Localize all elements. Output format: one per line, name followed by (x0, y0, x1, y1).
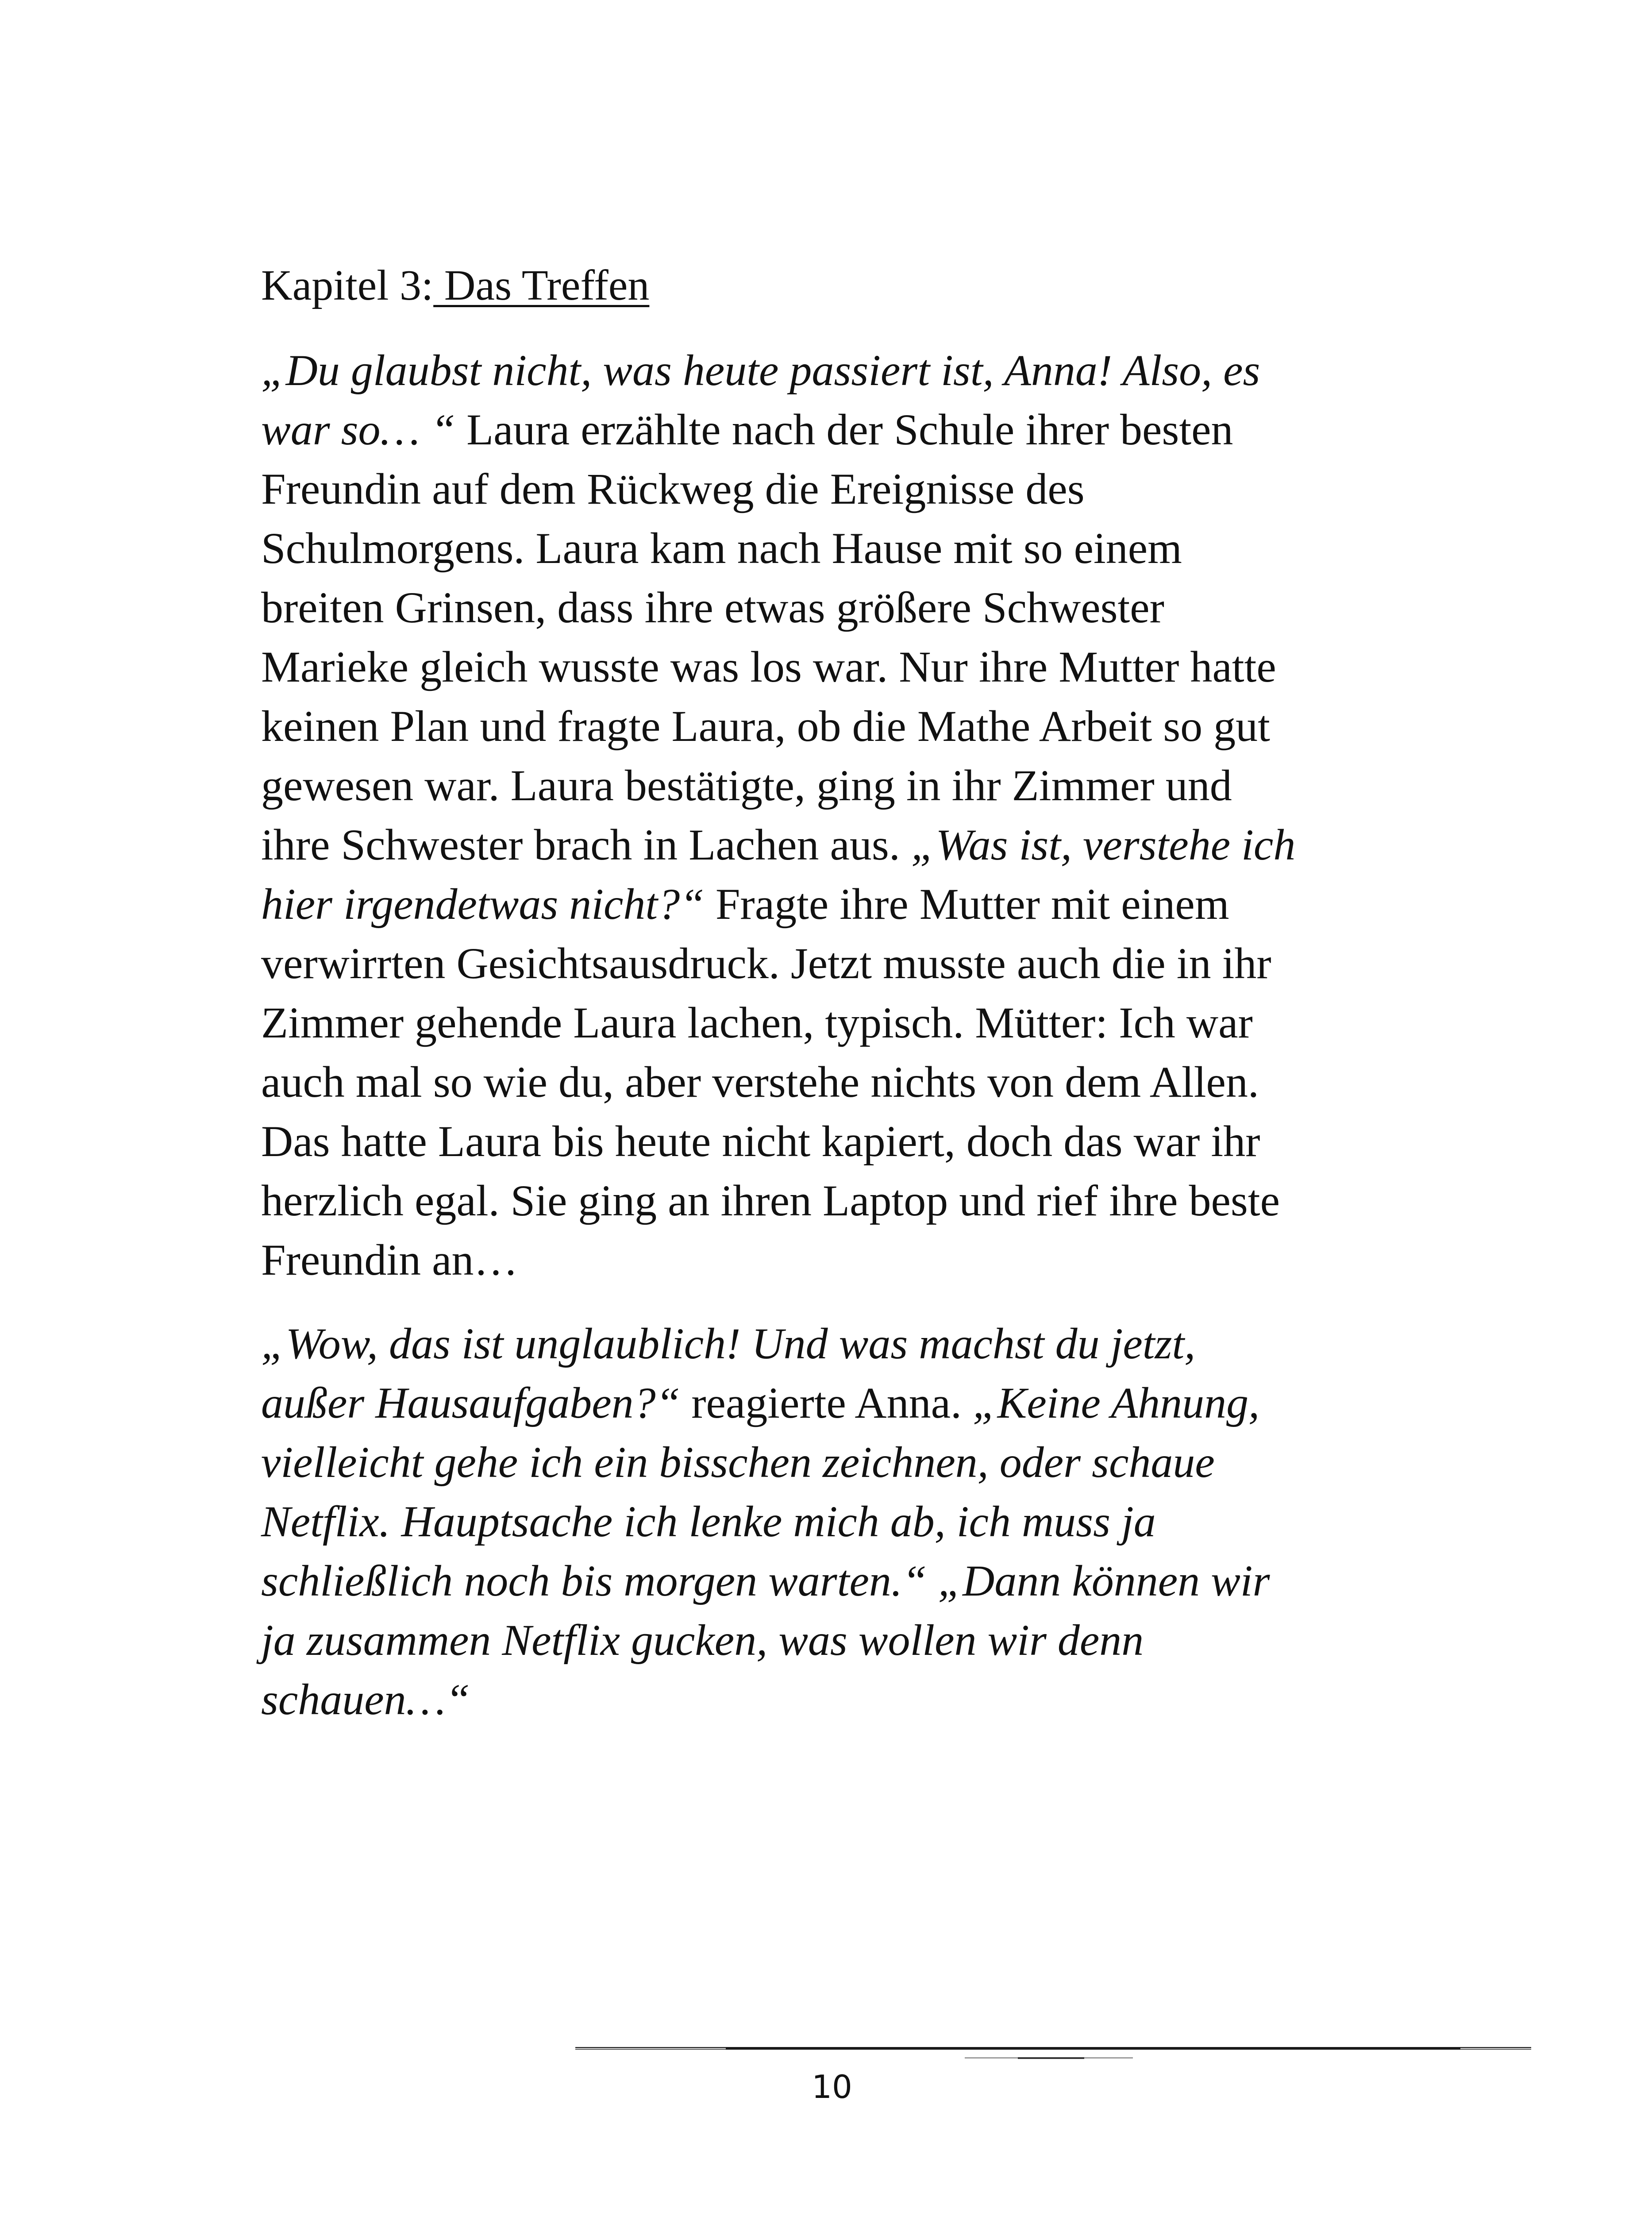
text-run: breiten Grinsen, dass ihre etwas größere Schwester (261, 583, 1164, 632)
text-line (261, 1433, 1429, 1492)
italic-text-run: „Du glaubst nicht, was heute passiert ist, Anna! Also, es (261, 346, 1260, 395)
text-line (261, 1492, 1429, 1551)
text-line (261, 1230, 1429, 1290)
footer-rule-short-accent (1018, 2057, 1084, 2059)
body-text (261, 341, 1429, 1729)
chapter-title: Das Treffen (433, 262, 650, 309)
text-line (261, 1112, 1429, 1171)
page-number: 10 (812, 2068, 852, 2105)
chapter-heading (261, 257, 1429, 314)
italic-text-run: „Keine Ahnung, (973, 1378, 1260, 1427)
text-line (261, 637, 1429, 697)
text-run: Freundin auf dem Rückweg die Ereignisse des (261, 464, 1085, 513)
text-line (261, 1551, 1429, 1611)
text-line (261, 1053, 1429, 1112)
text-line (261, 400, 1429, 459)
text-line (261, 993, 1429, 1053)
text-run: Das hatte Laura bis heute nicht kapiert, doch das war ihr (261, 1117, 1260, 1166)
text-line (261, 934, 1429, 993)
text-line (261, 697, 1429, 756)
text-run: keinen Plan und fragte Laura, ob die Mathe Arbeit so gut (261, 702, 1270, 751)
chapter-label: Kapitel 3: (261, 262, 434, 309)
italic-text-run: schließlich noch bis morgen warten.“ „Dann können wir (261, 1556, 1270, 1605)
italic-text-run: Netflix. Hauptsache ich lenke mich ab, ich muss ja (261, 1497, 1156, 1546)
text-run: herzlich egal. Sie ging an ihren Laptop und rief ihre beste (261, 1176, 1280, 1225)
text-line (261, 1670, 1429, 1729)
text-run: Fragte ihre Mutter mit einem (704, 879, 1229, 929)
italic-text-run: „Wow, das ist unglaublich! Und was machst du jetzt, (261, 1319, 1196, 1368)
text-line (261, 815, 1429, 875)
text-run: verwirrten Gesichtsausdruck. Jetzt musste auch die in ihr (261, 939, 1271, 988)
italic-text-run: „Was ist, verstehe ich (911, 820, 1296, 869)
italic-text-run: vielleicht gehe ich ein bisschen zeichnen, oder schaue (261, 1438, 1215, 1487)
text-line (261, 578, 1429, 637)
italic-text-run: außer Hausaufgaben?“ (261, 1378, 681, 1427)
paragraph (261, 1314, 1429, 1729)
paragraph (261, 341, 1429, 1290)
text-run: ihre Schwester brach in Lachen aus. (261, 820, 911, 869)
text-run: auch mal so wie du, aber verstehe nichts von dem Allen. (261, 1057, 1259, 1106)
footer-rule-fade-right (1460, 2048, 1531, 2049)
text-line (261, 459, 1429, 519)
text-run: Zimmer gehende Laura lachen, typisch. Mütter: Ich war (261, 998, 1253, 1047)
text-line (261, 519, 1429, 578)
text-line (261, 875, 1429, 934)
text-run: reagierte Anna. (680, 1378, 973, 1427)
text-line (261, 341, 1429, 400)
text-run: Laura erzählte nach der Schule ihrer besten (455, 405, 1233, 454)
footer-rule-fade-left (575, 2048, 726, 2049)
page-content (261, 257, 1429, 1754)
text-line (261, 756, 1429, 815)
italic-text-run: war so… “ (261, 405, 456, 454)
text-line (261, 1314, 1429, 1373)
italic-text-run: hier irgendetwas nicht?“ (261, 879, 705, 929)
text-run: Marieke gleich wusste was los war. Nur ihre Mutter hatte (261, 642, 1276, 691)
text-run: Freundin an… (261, 1235, 518, 1284)
text-line (261, 1611, 1429, 1670)
text-line (261, 1373, 1429, 1433)
text-run: Schulmorgens. Laura kam nach Hause mit so einem (261, 524, 1182, 573)
text-line (261, 1171, 1429, 1230)
italic-text-run: ja zusammen Netflix gucken, was wollen wir denn (261, 1615, 1144, 1665)
text-run: gewesen war. Laura bestätigte, ging in ihr Zimmer und (261, 761, 1232, 810)
italic-text-run: schauen…“ (261, 1675, 470, 1724)
